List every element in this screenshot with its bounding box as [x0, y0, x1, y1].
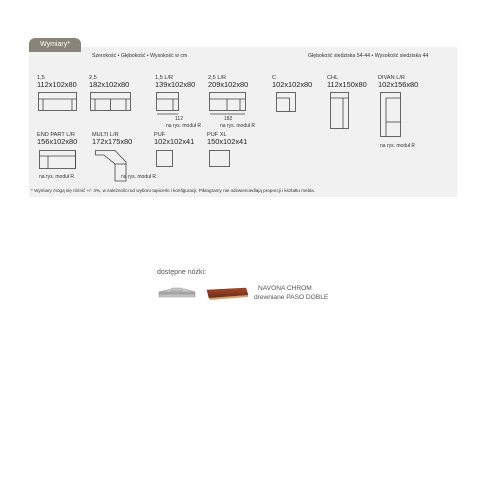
module-dimensions: 139x102x80 — [155, 80, 196, 89]
module-chl — [327, 75, 367, 89]
module-code: 2,5 L/R — [208, 75, 227, 81]
module-puf-xl — [207, 132, 247, 146]
module-width-value: 182 — [224, 116, 233, 122]
module-dimensions: 112x150x80 — [327, 80, 367, 89]
module-1-5-lr — [155, 75, 195, 89]
module-note: na rys. moduł R — [166, 123, 202, 129]
module-c-pictogram — [276, 92, 298, 114]
module-code: 1,5 L/R — [155, 75, 174, 81]
module-width-value: 112 — [175, 116, 183, 122]
module-dimensions: 182x102x80 — [89, 80, 130, 89]
seat-dimension-legend: Głębokość siedziska 54-44 • Wysokość siedziska 44 — [308, 53, 429, 59]
module-multi-lr — [92, 132, 132, 146]
module-code: PUF — [154, 132, 166, 138]
legs-name-wood: drewniane PASO DOBLE — [254, 294, 329, 301]
module-note: na rys. moduł R — [39, 174, 75, 180]
module-2-5-lr — [208, 75, 248, 89]
chrome-leg-image — [157, 286, 199, 302]
module-code: C — [272, 75, 277, 81]
module-dimensions: 150x102x41 — [207, 137, 248, 146]
module-1-5-pictogram — [38, 92, 78, 112]
module-end-part-lr — [37, 132, 77, 146]
module-divan-lr — [378, 75, 418, 89]
module-dimensions: 102x102x41 — [154, 137, 195, 146]
module-dimensions: 209x102x80 — [208, 80, 249, 89]
module-1-5 — [37, 75, 77, 89]
module-dimensions: 112x102x80 — [37, 80, 77, 89]
module-code: CHL — [327, 75, 339, 81]
module-code: 1,5 — [37, 75, 45, 81]
module-code: 2,5 — [89, 75, 97, 81]
module-c — [272, 75, 312, 89]
module-puf-xl-pictogram — [209, 150, 231, 168]
dimension-legend: Szerokość • Głębokość • Wysokość w cm — [92, 53, 188, 59]
footnote: * Wymiary mogą się różnić +/- 3%, w zależności od wyboru tapicerki i konfiguracji. Piktogramy nie odzwierciedlają proporcji i kształtu mebla. — [31, 188, 315, 193]
module-2-5-lr-pictogram — [209, 92, 249, 118]
module-note: na rys. moduł R — [380, 143, 416, 149]
module-note: na rys. moduł R — [220, 123, 256, 129]
module-code: PUF XL — [207, 132, 227, 138]
module-note: na rys. moduł R — [121, 174, 157, 180]
module-puf-pictogram — [156, 150, 174, 168]
module-2-5 — [89, 75, 129, 89]
dimensions-tab: Wymiary* — [29, 38, 81, 52]
module-end-part-lr-pictogram — [39, 150, 77, 170]
module-divan-lr-pictogram — [380, 92, 404, 140]
module-puf — [154, 132, 194, 146]
module-1-5-lr-pictogram — [156, 92, 186, 118]
module-dimensions: 102x102x80 — [272, 80, 313, 89]
legs-name-chrome: NAVONA CHROM — [258, 285, 312, 292]
module-dimensions: 102x156x80 — [378, 80, 419, 89]
module-2-5-pictogram — [90, 92, 132, 112]
module-dimensions: 172x175x80 — [92, 137, 133, 146]
module-code: DIVAN L/R — [378, 75, 405, 81]
wooden-leg-image — [206, 286, 250, 302]
module-code: MULTI L/R — [92, 132, 119, 138]
module-chl-pictogram — [330, 92, 352, 132]
legs-title: dostępne nóżki: — [157, 269, 207, 276]
module-code: END PART L/R — [37, 132, 75, 138]
module-dimensions: 156x102x80 — [37, 137, 78, 146]
